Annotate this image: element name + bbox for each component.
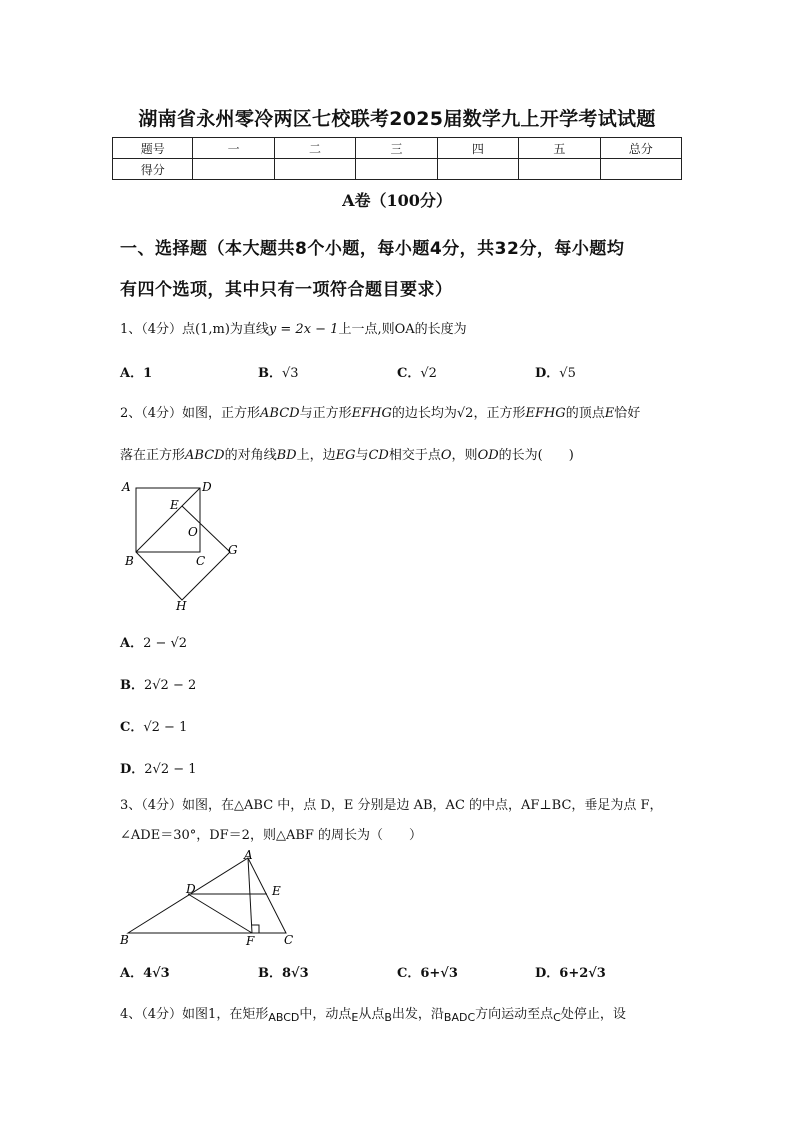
score-table-header-row [113,138,682,159]
score-header-cell: 二 [274,138,355,159]
score-header-cell: 四 [437,138,518,159]
label-o: O [188,525,198,539]
label-a: A [244,848,253,862]
q1-formula: y = 2x − 1 [268,322,339,337]
section-heading-line1: 一、选择题（本大题共8个小题，每小题4分，共32分，每小题均 [120,239,625,259]
score-table [112,137,682,180]
label-c: C [284,933,294,947]
q2-option-a[interactable]: A．2 − √2 [120,636,188,651]
right-angle-mark [252,925,259,933]
q3-option-d[interactable]: D．6+2√3 [535,966,606,981]
square-efhg [136,506,230,600]
label-b: B [125,554,134,568]
section-title: A卷（100分） [342,191,452,210]
q2-option-b[interactable]: B．2√2 − 2 [120,678,197,693]
question-4-line1: 4、（4分）如图1，在矩形$_{ABCD}$中，动点$_E$从点$_B$出发，沿$_{BADC}$方向运动至点$_C$处停止，设 [120,1007,626,1024]
q1-suffix: 上一点,则OA的长度为 [338,322,467,337]
q3-figure [112,848,312,950]
section-heading-line2: 有四个选项，其中只有一项符合题目要求） [120,280,453,300]
q1-option-c[interactable]: C．√2 [397,366,437,381]
score-cell [519,159,600,180]
label-d: D [186,882,196,896]
question-2-line2: 落在正方形ABCD的对角线BD上，边EG与CD相交于点O，则OD的长为( ) [120,448,574,463]
segment-df [188,894,252,933]
question-2-line1: 2、（4分）如图，正方形ABCD与正方形EFHG的边长均为√2，正方形EFHG的顶点E恰好 [120,406,641,421]
question-3-line1: 3、（4分）如图，在△ABC 中，点 D，E 分别是边 AB，AC 的中点，AF⊥BC，垂足为点 F， [120,798,663,813]
altitude-af [248,858,252,933]
q2-figure [112,474,252,614]
label-b: B [120,933,129,947]
score-row-label: 得分 [113,159,193,180]
triangle-abc [128,858,286,933]
question-3-line2: ∠ADE＝30°，DF＝2，则△ABF 的周长为（ ） [120,828,423,843]
score-cell [600,159,681,180]
q2-option-d[interactable]: D．2√2 − 1 [120,762,197,777]
label-h: H [176,599,187,613]
q1-prefix: 1、（4分）点(1,m)为直线 [120,322,269,337]
score-cell [193,159,274,180]
page-title: 湖南省永州零冷两区七校联考2025届数学九上开学考试试题 [138,108,656,130]
score-header-cell: 总分 [600,138,681,159]
q3-option-c[interactable]: C．6+√3 [397,966,458,981]
label-a: A [122,480,131,494]
score-header-cell: 五 [519,138,600,159]
q1-option-d[interactable]: D．√5 [535,366,576,381]
q2-option-c[interactable]: C．√2 − 1 [120,720,188,735]
q1-option-a[interactable]: A．1 [120,366,153,381]
label-d: D [202,480,212,494]
label-c: C [196,554,206,568]
label-e: E [170,498,179,512]
score-header-cell: 题号 [113,138,193,159]
q3-option-b[interactable]: B．8√3 [258,966,309,981]
score-header-cell: 一 [193,138,274,159]
label-g: G [228,543,238,557]
score-cell [437,159,518,180]
label-e: E [272,884,281,898]
score-cell [356,159,437,180]
score-cell [274,159,355,180]
diagonal-bd [136,488,200,552]
q1-option-b[interactable]: B．√3 [258,366,299,381]
label-f: F [246,934,255,948]
question-1 [120,318,467,337]
score-header-cell: 三 [356,138,437,159]
score-table-score-row [113,159,682,180]
q3-option-a[interactable]: A．4√3 [120,966,170,981]
